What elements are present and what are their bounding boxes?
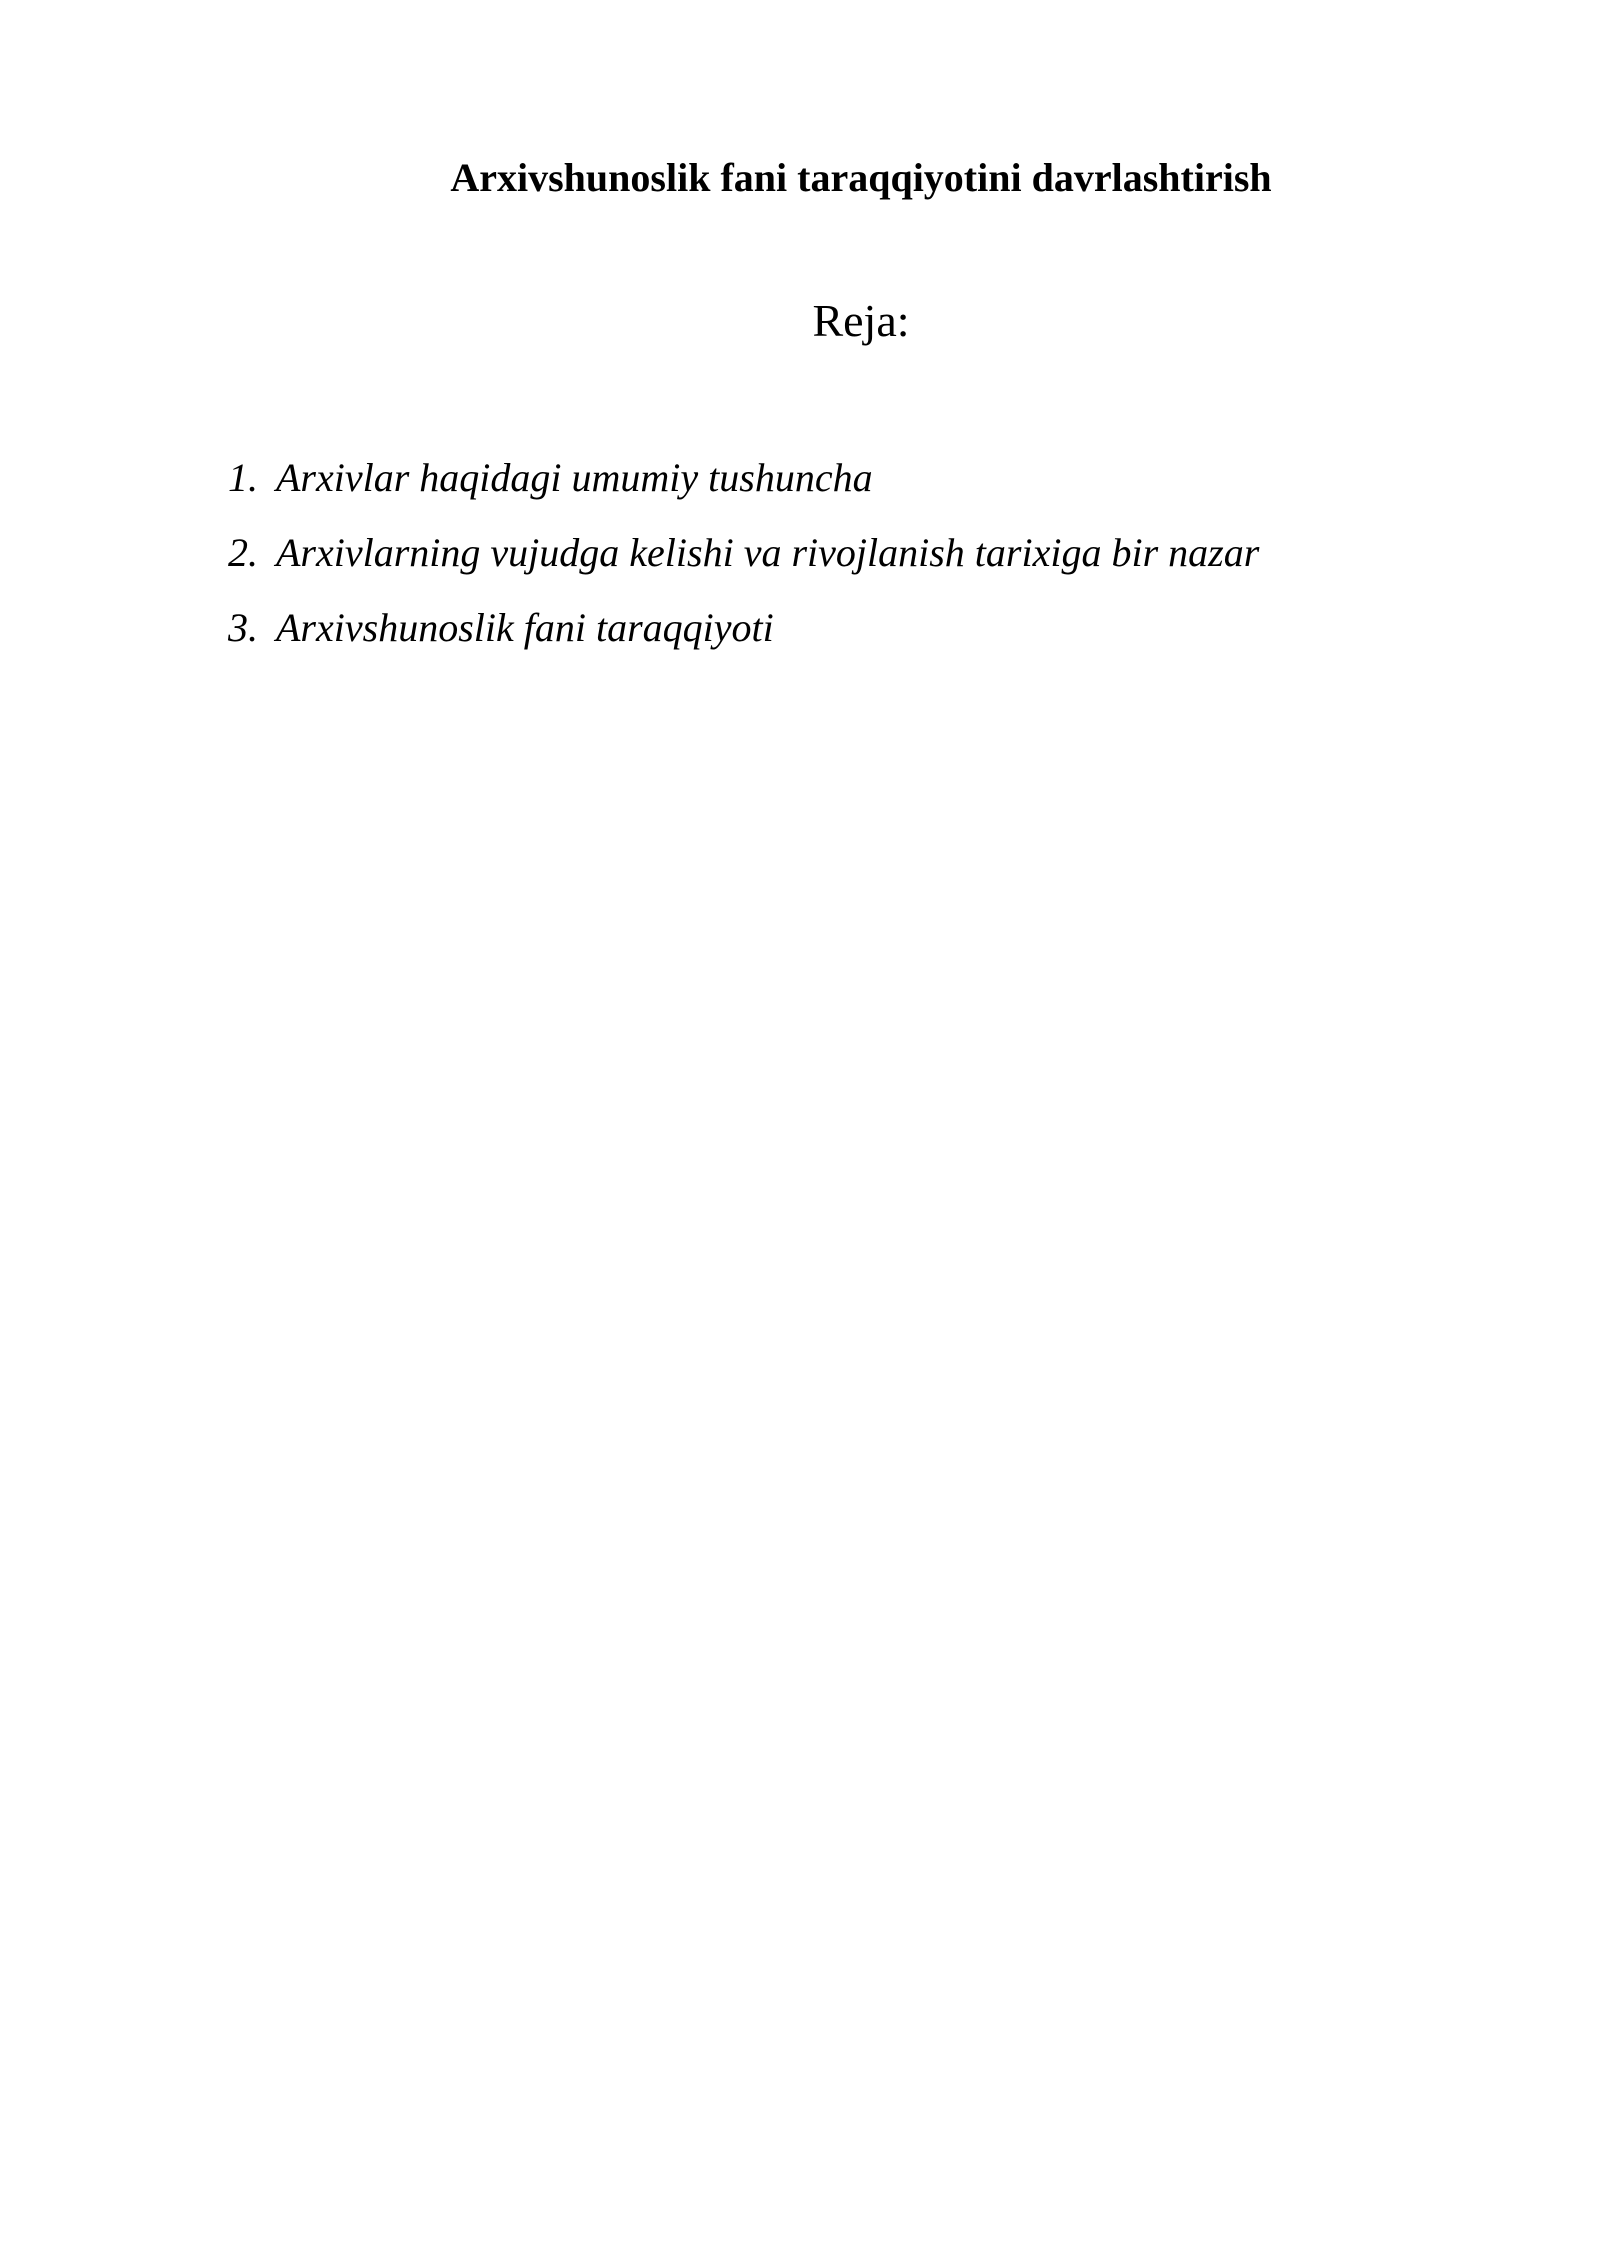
plan-item-number: 1. [228,455,258,500]
plan-heading: Reja: [812,295,910,346]
plan-item-number: 2. [228,530,258,575]
plan-item-text: Arxivlar haqidagi umumiy tushuncha [276,455,873,500]
document-title: Arxivshunoslik fani taraqqiyotini davrlashtirish [450,155,1272,200]
plan-item-2 [228,515,1259,590]
plan-item-3 [228,590,1259,665]
plan-item-number: 3. [228,605,258,650]
plan-item-1 [228,440,1259,515]
plan-list [228,440,1259,665]
plan-item-text: Arxivlarning vujudga kelishi va rivojlanish tarixiga bir nazar [276,530,1260,575]
plan-item-text: Arxivshunoslik fani taraqqiyoti [276,605,774,650]
